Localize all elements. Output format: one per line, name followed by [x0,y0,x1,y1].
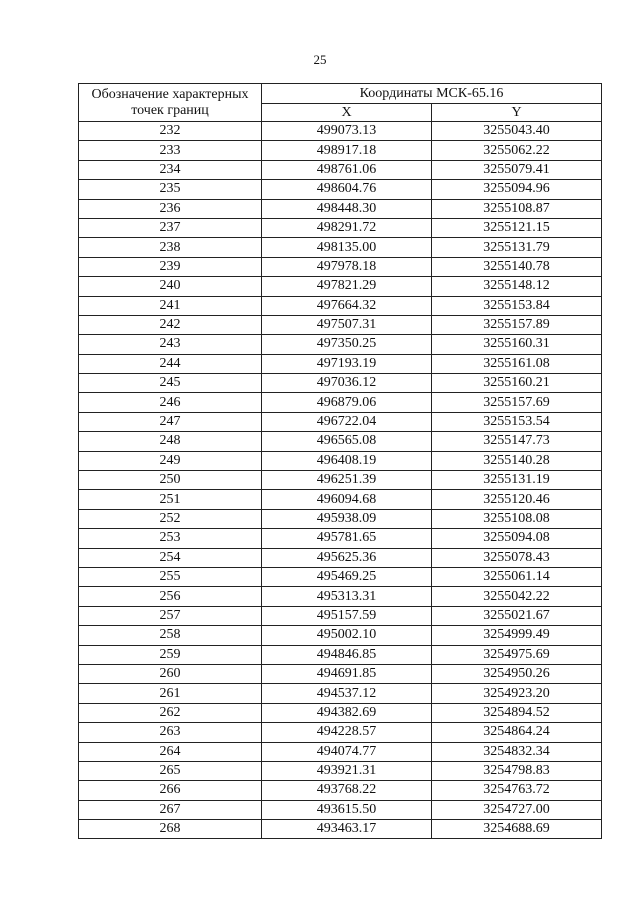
x-coordinate-cell: 498448.30 [262,199,432,218]
x-coordinate-cell: 498917.18 [262,141,432,160]
y-coordinate-cell: 3255147.73 [432,432,602,451]
x-coordinate-cell: 494846.85 [262,645,432,664]
x-coordinate-cell: 494228.57 [262,723,432,742]
y-coordinate-cell: 3255108.08 [432,509,602,528]
x-coordinate-cell: 497664.32 [262,296,432,315]
point-cell: 238 [79,238,262,257]
x-coordinate-cell: 496094.68 [262,490,432,509]
x-coordinate-cell: 496408.19 [262,451,432,470]
table-row [79,664,602,683]
point-cell: 267 [79,800,262,819]
table-row [79,122,602,141]
table-row [79,218,602,237]
point-cell: 242 [79,315,262,334]
point-cell: 260 [79,664,262,683]
y-coordinate-cell: 3255078.43 [432,548,602,567]
coordinates-table [78,83,602,839]
table-body [79,122,602,839]
table-row [79,180,602,199]
point-cell: 248 [79,432,262,451]
x-coordinate-cell: 497978.18 [262,257,432,276]
point-cell: 233 [79,141,262,160]
table-row [79,800,602,819]
point-cell: 261 [79,684,262,703]
x-coordinate-cell: 495313.31 [262,587,432,606]
point-cell: 249 [79,451,262,470]
x-coordinate-cell: 495002.10 [262,626,432,645]
x-coordinate-cell: 496722.04 [262,412,432,431]
point-cell: 266 [79,781,262,800]
x-coordinate-cell: 493768.22 [262,781,432,800]
x-coordinate-cell: 495157.59 [262,606,432,625]
point-cell: 254 [79,548,262,567]
y-coordinate-cell: 3255131.19 [432,471,602,490]
x-coordinate-cell: 495938.09 [262,509,432,528]
table-row [79,393,602,412]
y-coordinate-cell: 3255079.41 [432,160,602,179]
y-coordinate-cell: 3254894.52 [432,703,602,722]
point-cell: 245 [79,374,262,393]
table-row [79,587,602,606]
point-cell: 246 [79,393,262,412]
table-row [79,238,602,257]
y-coordinate-cell: 3255131.79 [432,238,602,257]
table-row [79,199,602,218]
point-cell: 234 [79,160,262,179]
x-coordinate-cell: 495469.25 [262,567,432,586]
table-row [79,277,602,296]
y-coordinate-cell: 3255061.14 [432,567,602,586]
point-cell: 237 [79,218,262,237]
table-row [79,548,602,567]
point-cell: 247 [79,412,262,431]
table-row [79,471,602,490]
y-coordinate-cell: 3255120.46 [432,490,602,509]
table-row [79,490,602,509]
y-coordinate-cell: 3255108.87 [432,199,602,218]
y-coordinate-cell: 3255160.31 [432,335,602,354]
table-row [79,374,602,393]
x-coordinate-cell: 496251.39 [262,471,432,490]
table-row [79,703,602,722]
point-cell: 256 [79,587,262,606]
table-row [79,412,602,431]
y-coordinate-cell: 3255160.21 [432,374,602,393]
table-row [79,141,602,160]
table-row [79,296,602,315]
point-cell: 244 [79,354,262,373]
x-coordinate-cell: 497821.29 [262,277,432,296]
table-row [79,761,602,780]
table-row [79,335,602,354]
table-row [79,529,602,548]
header-row-top [79,84,602,104]
x-coordinate-cell: 497350.25 [262,335,432,354]
x-column-header: X [262,104,432,122]
table-row [79,742,602,761]
point-cell: 259 [79,645,262,664]
point-cell: 253 [79,529,262,548]
x-coordinate-cell: 498291.72 [262,218,432,237]
table-row [79,451,602,470]
y-coordinate-cell: 3255021.67 [432,606,602,625]
y-coordinate-cell: 3254999.49 [432,626,602,645]
y-coordinate-cell: 3254763.72 [432,781,602,800]
x-coordinate-cell: 495625.36 [262,548,432,567]
y-coordinate-cell: 3255140.28 [432,451,602,470]
y-coordinate-cell: 3255121.15 [432,218,602,237]
y-coordinate-cell: 3255140.78 [432,257,602,276]
point-cell: 235 [79,180,262,199]
y-coordinate-cell: 3255043.40 [432,122,602,141]
point-cell: 243 [79,335,262,354]
y-coordinate-cell: 3254798.83 [432,761,602,780]
table-row [79,160,602,179]
point-cell: 252 [79,509,262,528]
table-header [79,84,602,122]
y-column-header: Y [432,104,602,122]
table-row [79,781,602,800]
y-coordinate-cell: 3255161.08 [432,354,602,373]
y-coordinate-cell: 3254832.34 [432,742,602,761]
table-row [79,432,602,451]
x-coordinate-cell: 496565.08 [262,432,432,451]
x-coordinate-cell: 494382.69 [262,703,432,722]
table-row [79,606,602,625]
x-coordinate-cell: 493615.50 [262,800,432,819]
point-cell: 263 [79,723,262,742]
point-cell: 240 [79,277,262,296]
y-coordinate-cell: 3255094.96 [432,180,602,199]
x-coordinate-cell: 497507.31 [262,315,432,334]
x-coordinate-cell: 493463.17 [262,820,432,839]
x-coordinate-cell: 498135.00 [262,238,432,257]
y-coordinate-cell: 3255153.84 [432,296,602,315]
point-cell: 236 [79,199,262,218]
table-row [79,820,602,839]
table-row [79,723,602,742]
point-cell: 257 [79,606,262,625]
y-coordinate-cell: 3254864.24 [432,723,602,742]
y-coordinate-cell: 3254923.20 [432,684,602,703]
x-coordinate-cell: 497193.19 [262,354,432,373]
table-row [79,626,602,645]
coordinates-group-header: Координаты МСК-65.16 [262,84,602,104]
point-designation-header: Обозначение характерных точек границ [79,84,262,122]
y-coordinate-cell: 3255062.22 [432,141,602,160]
y-coordinate-cell: 3254688.69 [432,820,602,839]
point-cell: 251 [79,490,262,509]
x-coordinate-cell: 494074.77 [262,742,432,761]
y-coordinate-cell: 3255042.22 [432,587,602,606]
point-cell: 250 [79,471,262,490]
x-coordinate-cell: 495781.65 [262,529,432,548]
table-row [79,257,602,276]
table-row [79,645,602,664]
point-cell: 255 [79,567,262,586]
table-row [79,509,602,528]
y-coordinate-cell: 3254727.00 [432,800,602,819]
y-coordinate-cell: 3255157.89 [432,315,602,334]
page-number: 25 [313,52,327,67]
point-cell: 268 [79,820,262,839]
table-row [79,315,602,334]
y-coordinate-cell: 3255148.12 [432,277,602,296]
point-cell: 258 [79,626,262,645]
point-cell: 241 [79,296,262,315]
point-cell: 264 [79,742,262,761]
x-coordinate-cell: 494691.85 [262,664,432,683]
y-coordinate-cell: 3254975.69 [432,645,602,664]
y-coordinate-cell: 3255094.08 [432,529,602,548]
point-cell: 262 [79,703,262,722]
x-coordinate-cell: 496879.06 [262,393,432,412]
point-cell: 265 [79,761,262,780]
table-row [79,354,602,373]
x-coordinate-cell: 493921.31 [262,761,432,780]
table-row [79,684,602,703]
x-coordinate-cell: 499073.13 [262,122,432,141]
x-coordinate-cell: 494537.12 [262,684,432,703]
x-coordinate-cell: 497036.12 [262,374,432,393]
y-coordinate-cell: 3255157.69 [432,393,602,412]
point-cell: 232 [79,122,262,141]
table-row [79,567,602,586]
x-coordinate-cell: 498604.76 [262,180,432,199]
y-coordinate-cell: 3254950.26 [432,664,602,683]
y-coordinate-cell: 3255153.54 [432,412,602,431]
point-cell: 239 [79,257,262,276]
x-coordinate-cell: 498761.06 [262,160,432,179]
